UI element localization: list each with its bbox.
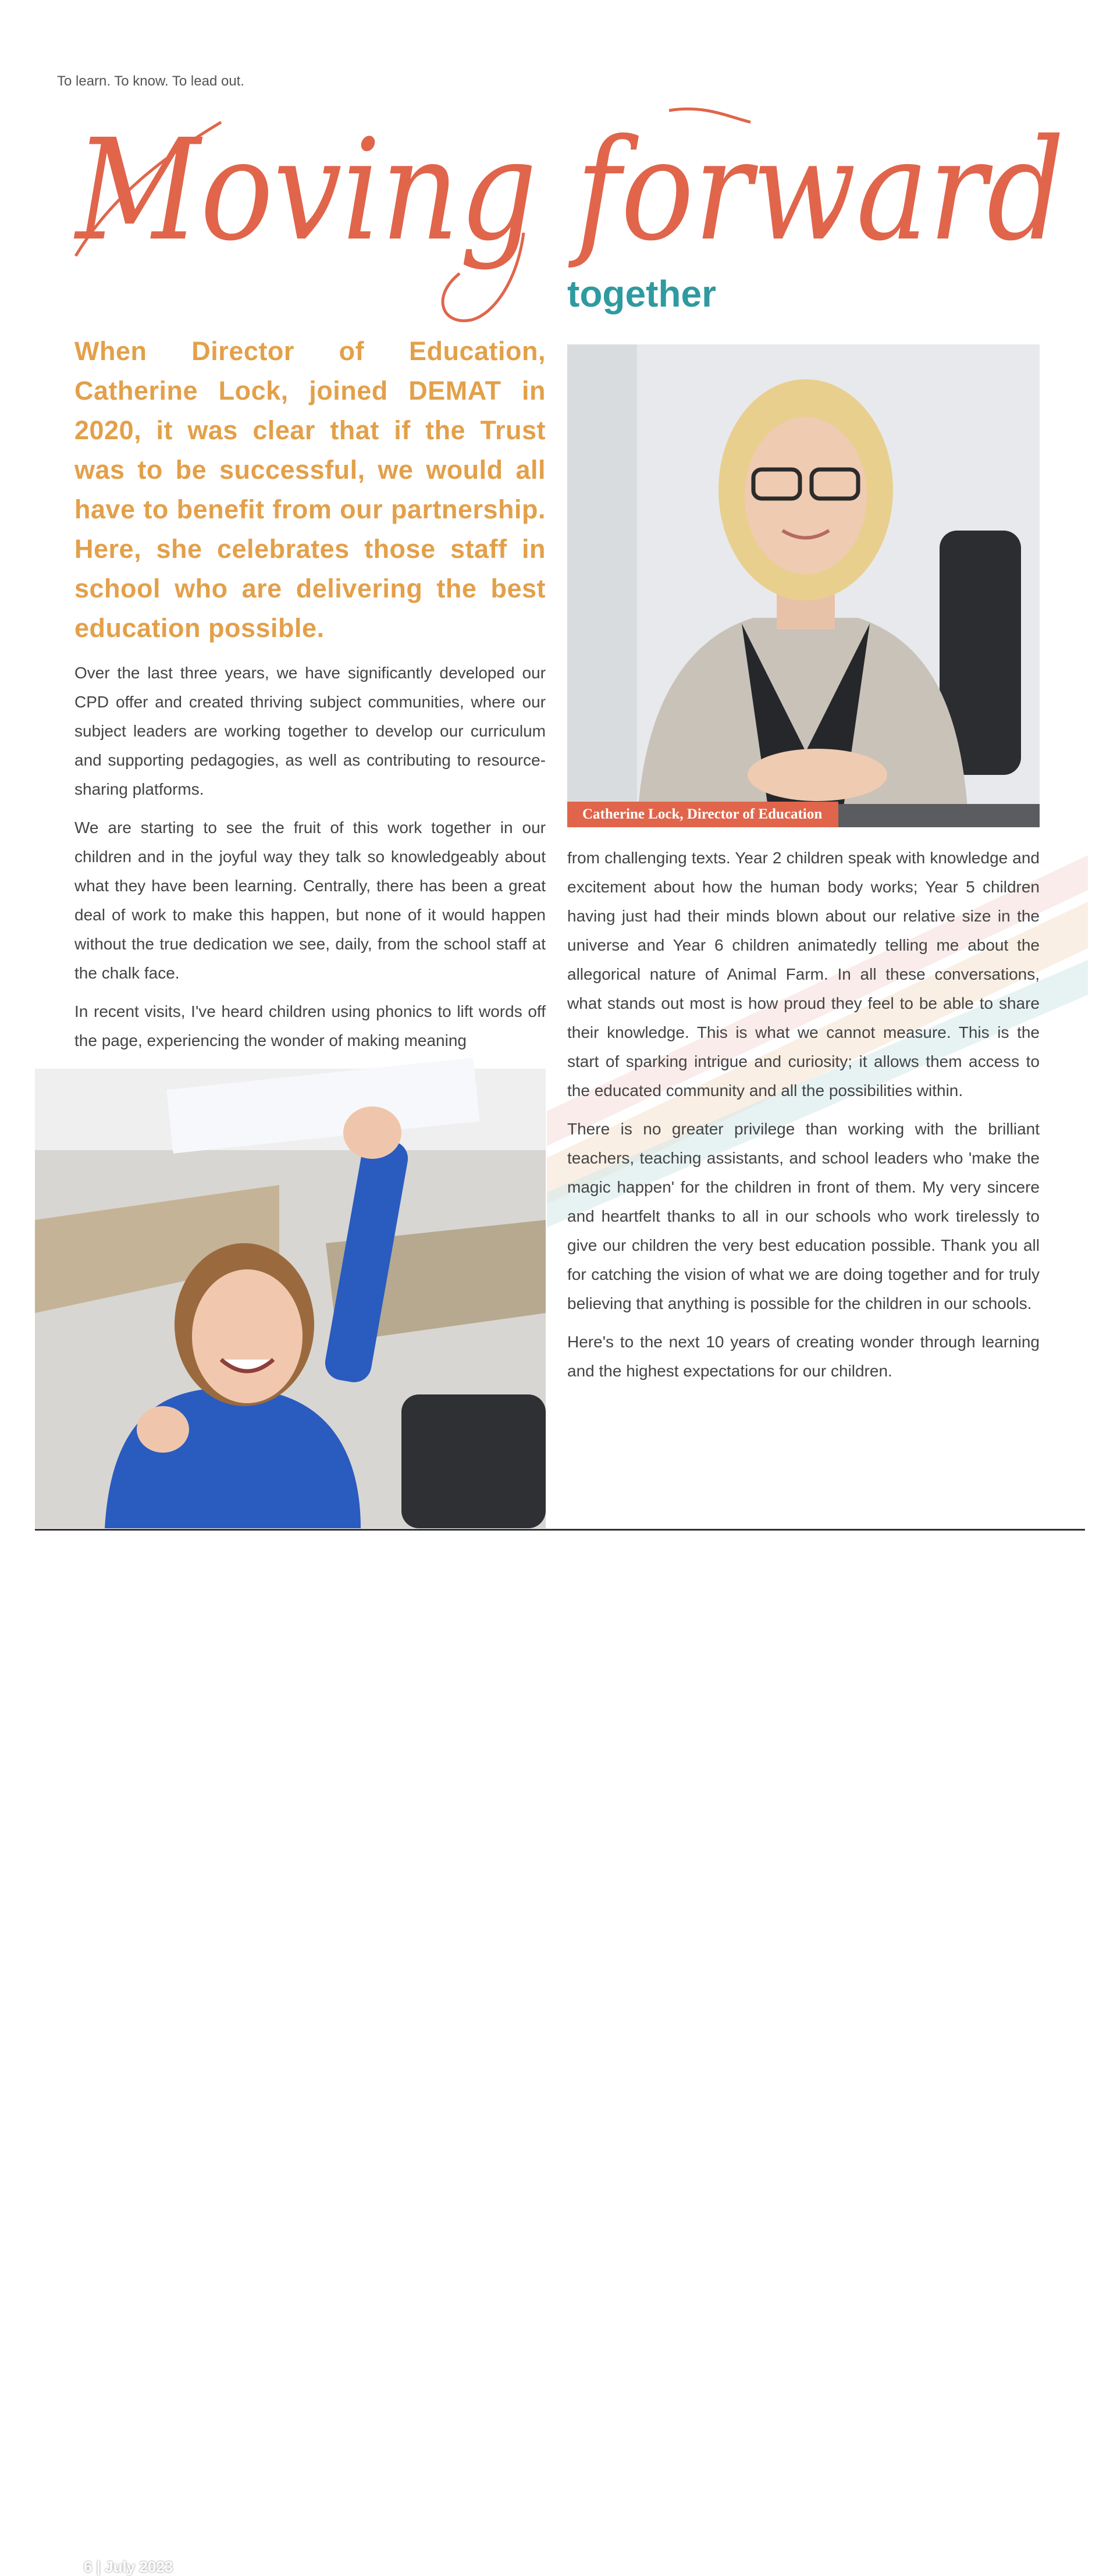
footer-rule [35,1529,1085,1531]
page-folio: 6 | July 2023 [84,2558,173,2575]
photo-caption: Catherine Lock, Director of Education [567,802,838,827]
photo-classroom-child [35,1069,546,2575]
right-column [567,844,1040,1395]
left-column [74,659,546,1065]
right-paragraph-2: There is no greater privilege than working with the brilliant teachers, teaching assistants, and school leaders who 'make the magic happen' for the children in front of them. My very sincere and heartfelt thanks to all in our schools who work tirelessly to give our children the very best education possible. Thank you all for catching the vision of what we are doing together and for truly believing that anything is possible for the children in our schools. [567,1120,1040,1312]
left-paragraph-1: Over the last three years, we have significantly developed our CPD offer and created thriving subject communities, where our subject leaders are working together to develop our curriculum and supporting pedagogies, as well as contributing to resource-sharing platforms. [74,664,546,798]
left-paragraph-3: In recent visits, I've heard children using phonics to lift words off the page, experiencing the wonder of making meaning [74,1002,546,1049]
left-paragraph-2: We are starting to see the fruit of this work together in our children and in the joyful way they talk so knowledgeably about what they have been learning. Centrally, there has been a great deal of work to make this happen, but none of it would happen without the true dedication we see, daily, from the school staff at the chalk face. [74,819,546,982]
right-paragraph-1: from challenging texts. Year 2 children speak with knowledge and excitement about how the human body works; Year 5 children having just had their minds blown about our relative size in the universe and Year 6 children animatedly telling me about the allegorical nature of Animal Farm. In all these conversations, what stands out most is how proud they feel to be able to share their knowledge. This is what we cannot measure. This is the start of sparking intrigue and curiosity; it allows them access to the educated community and all the possibilities within. [567,849,1040,1100]
lead-paragraph: When Director of Education, Catherine Lock, joined DEMAT in 2020, it was clear that if the Trust was to be successful, we would all have to benefit from our partnership. Here, she celebrates those staff in school who are delivering the best education possible. [74,336,546,643]
subtitle-together: together [567,273,716,315]
script-heading-text: Moving forward [73,109,1065,272]
tagline: To learn. To know. To lead out. [57,73,244,89]
right-paragraph-3: Here's to the next 10 years of creating wonder through learning and the highest expectations for our children. [567,1333,1040,1380]
photo-catherine-lock [567,344,1040,827]
classroom-illustration [35,1069,546,1528]
portrait-illustration [567,344,1040,827]
